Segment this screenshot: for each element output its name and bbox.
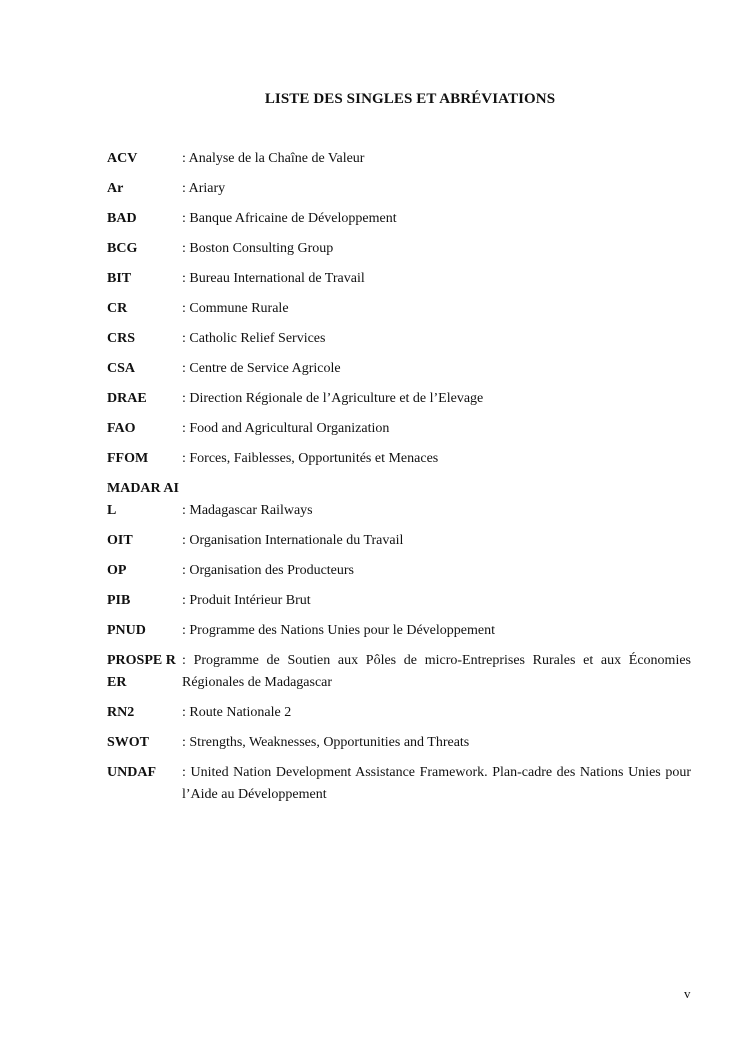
abbreviation-definition: : Food and Agricultural Organization [182, 421, 390, 436]
abbreviation-definition: : Organisation Internationale du Travail [182, 533, 404, 548]
abbreviation-term: Ar [107, 181, 124, 196]
abbreviation-row [107, 590, 691, 612]
abbreviation-list [107, 148, 691, 814]
abbreviation-definition: : Centre de Service Agricole [182, 361, 341, 376]
page-number: v [684, 986, 691, 1001]
abbreviation-term: UNDAF [107, 765, 156, 780]
abbreviation-definition: : Produit Intérieur Brut [182, 593, 311, 608]
abbreviation-definition: : United Nation Development Assistance Framework. Plan-cadre des Nations Unies pour l’Aide au Développement [182, 765, 691, 802]
abbreviation-definition: : Analyse de la Chaîne de Valeur [182, 151, 365, 166]
abbreviation-term: FAO [107, 421, 136, 436]
abbreviation-definition: : Bureau International de Travail [182, 271, 365, 286]
abbreviation-row [107, 178, 691, 200]
abbreviation-term: PROSPE RER [107, 653, 176, 690]
abbreviation-definition: : Forces, Faiblesses, Opportunités et Menaces [182, 451, 439, 466]
abbreviation-term: BAD [107, 211, 137, 226]
abbreviation-row [107, 388, 691, 410]
abbreviation-term: FFOM [107, 451, 149, 466]
abbreviation-definition: : Commune Rurale [182, 301, 289, 316]
abbreviation-row [107, 762, 691, 806]
abbreviation-row [107, 328, 691, 350]
abbreviation-term: BCG [107, 241, 138, 256]
abbreviation-row [107, 702, 691, 724]
abbreviation-term: OIT [107, 533, 133, 548]
abbreviation-row [107, 418, 691, 440]
abbreviation-definition: : Boston Consulting Group [182, 241, 334, 256]
abbreviation-row [107, 358, 691, 380]
abbreviation-definition: : Catholic Relief Services [182, 331, 326, 346]
abbreviation-row [107, 650, 691, 694]
abbreviation-definition: : Organisation des Producteurs [182, 563, 354, 578]
abbreviation-row [107, 478, 691, 522]
abbreviation-row [107, 620, 691, 642]
abbreviation-term: RN2 [107, 705, 135, 720]
abbreviation-definition: : Route Nationale 2 [182, 705, 292, 720]
abbreviation-term: DRAE [107, 391, 147, 406]
abbreviation-definition: : Strengths, Weaknesses, Opportunities and Threats [182, 735, 470, 750]
abbreviation-term: PNUD [107, 623, 146, 638]
abbreviation-term: CR [107, 301, 128, 316]
abbreviation-term: BIT [107, 271, 132, 286]
abbreviation-row [107, 448, 691, 470]
abbreviation-definition: : Madagascar Railways [182, 503, 313, 518]
abbreviation-definition: : Ariary [182, 181, 226, 196]
abbreviation-term: SWOT [107, 735, 150, 750]
abbreviation-term: MADAR AIL [107, 481, 179, 518]
abbreviation-term: CSA [107, 361, 136, 376]
abbreviation-term: CRS [107, 331, 136, 346]
abbreviation-row [107, 148, 691, 170]
abbreviation-definition: : Banque Africaine de Développement [182, 211, 397, 226]
abbreviation-row [107, 298, 691, 320]
page-title: LISTE DES SINGLES ET ABRÉVIATIONS [264, 91, 556, 107]
abbreviation-row [107, 530, 691, 552]
abbreviation-definition: : Direction Régionale de l’Agriculture et de l’Elevage [182, 391, 484, 406]
abbreviation-row [107, 268, 691, 290]
abbreviation-row [107, 560, 691, 582]
abbreviation-row [107, 732, 691, 754]
abbreviation-term: OP [107, 563, 127, 578]
abbreviation-row [107, 238, 691, 260]
abbreviation-term: ACV [107, 151, 138, 166]
abbreviation-definition: : Programme de Soutien aux Pôles de micro-Entreprises Rurales et aux Économies Régionales de Madagascar [182, 653, 691, 690]
abbreviation-term: PIB [107, 593, 131, 608]
abbreviation-row [107, 208, 691, 230]
abbreviation-definition: : Programme des Nations Unies pour le Développement [182, 623, 495, 638]
